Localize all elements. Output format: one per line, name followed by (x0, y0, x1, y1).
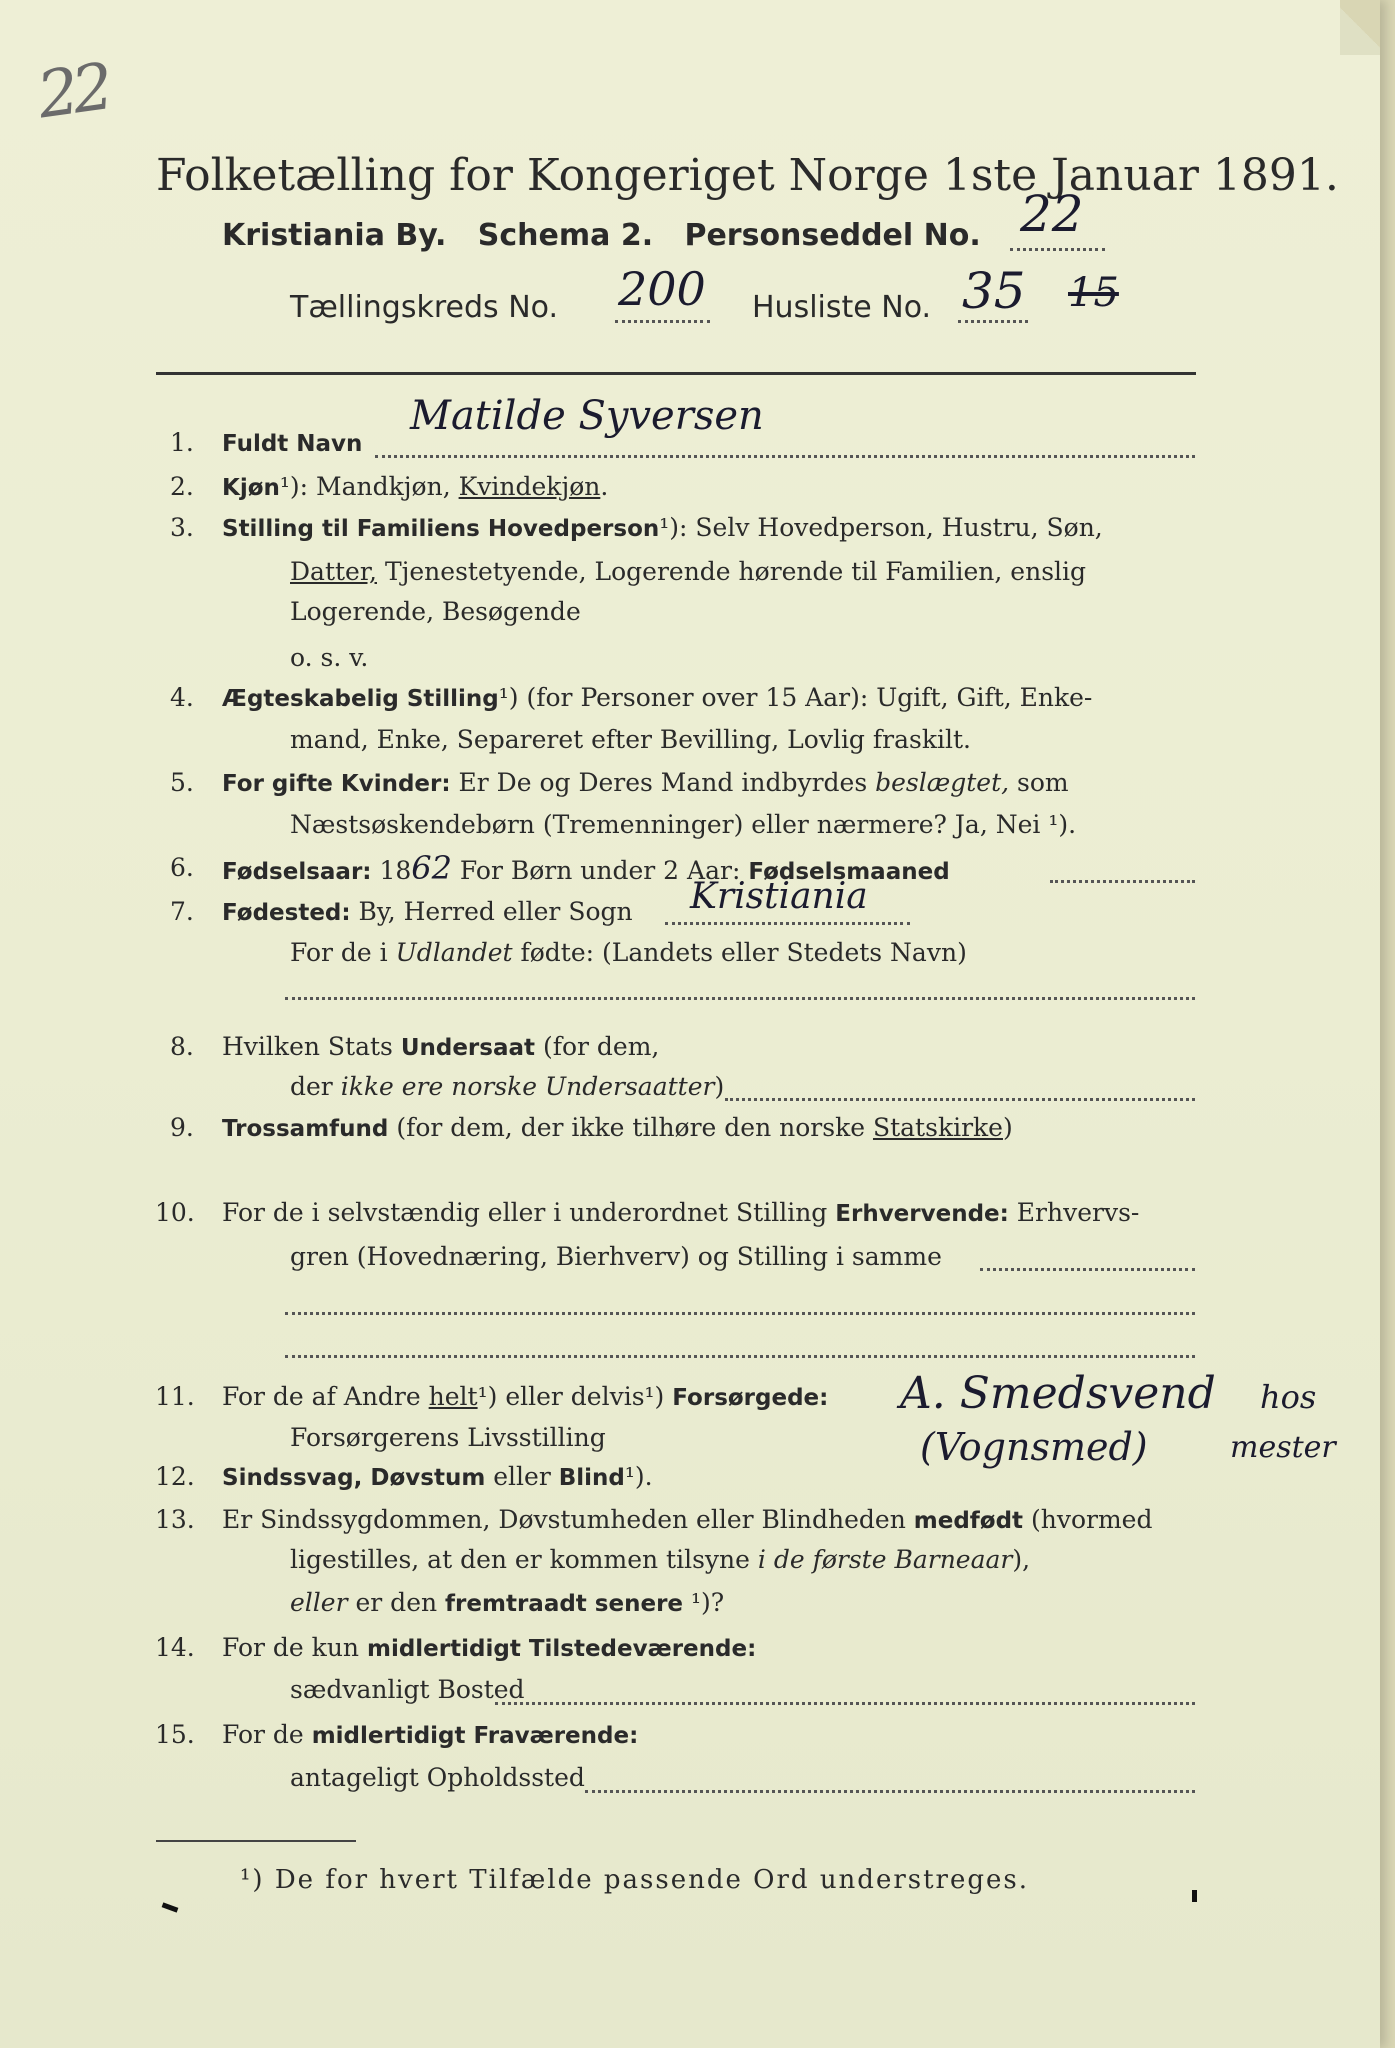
birthplace-answer: Kristiania (690, 876, 868, 917)
item-15-dots (585, 1790, 1195, 1793)
item-15-line-2: antageligt Opholdssted (290, 1763, 585, 1792)
schema-label: Schema 2. (477, 218, 654, 253)
kreds-dots (615, 320, 710, 323)
husliste-label: Husliste No. (752, 290, 932, 325)
item-number: 14. (155, 1633, 195, 1662)
item-number: 6. (170, 853, 194, 882)
folded-corner (1340, 0, 1380, 55)
item-number: 8. (170, 1032, 194, 1061)
item-3-line-4: o. s. v. (290, 643, 369, 672)
kreds-label: Tællingskreds No. (290, 290, 558, 325)
item-2: Kjøn¹): Mandkjøn, Kvindekjøn. (222, 472, 609, 501)
personseddel-value: 22 (1020, 185, 1084, 243)
husliste-dots (958, 320, 1028, 323)
item-number: 5. (170, 768, 194, 797)
item-14-dots (495, 1702, 1195, 1705)
item-3-line-3: Logerende, Besøgende (290, 597, 581, 626)
footnote-rule (156, 1840, 356, 1842)
item-13-line-1: Er Sindssygdommen, Døvstumheden eller Blindheden medfødt (hvormed (222, 1505, 1153, 1534)
item-5-line-1: For gifte Kvinder: Er De og Deres Mand indbyrdes beslægtet, som (222, 768, 1069, 797)
kreds-value: 200 (618, 262, 706, 316)
item-11-line-1: For de af Andre helt¹) eller delvis¹) Forsørgede: (222, 1382, 829, 1411)
item-number: 2. (170, 472, 194, 501)
item-number: 1. (170, 428, 194, 457)
item-number: 7. (170, 897, 194, 926)
city-label: Kristiania By. (222, 218, 447, 253)
husliste-value: 35 (962, 262, 1026, 320)
header-rule (156, 372, 1196, 375)
item-15-line-1: For de midlertidigt Fraværende: (222, 1720, 639, 1749)
item-number: 3. (170, 513, 194, 542)
item-number: 4. (170, 683, 194, 712)
item-7-line-1: Fødested: By, Herred eller Sogn (222, 897, 633, 926)
provider-answer: A. Smedsvend (900, 1368, 1216, 1419)
item-8-line-2: der ikke ere norske Undersaatter) (290, 1072, 725, 1101)
item-number: 15. (155, 1720, 195, 1749)
ink-mark (162, 1902, 179, 1912)
item-13-line-2: ligestilles, at den er kommen tilsyne i de første Barneaar), (290, 1545, 1031, 1574)
item-3-line-2: Datter, Tjenestetyende, Logerende hørende til Familien, enslig (290, 557, 1087, 586)
full-name-answer: Matilde Syversen (410, 393, 764, 439)
item-1-dots (375, 455, 1195, 458)
item-14-line-1: For de kun midlertidigt Tilstedeværende: (222, 1633, 757, 1662)
provider-answer-mester: mester (1230, 1430, 1336, 1465)
provider-answer-trade: (Vognsmed) (920, 1425, 1148, 1469)
item-10-line-1: For de i selvstændig eller i underordnet Stilling Erhvervende: Erhvervs- (222, 1198, 1140, 1227)
item-7-foreign-dots (285, 997, 1195, 1000)
item-11-line-2: Forsørgerens Livsstilling (290, 1423, 606, 1452)
item-number: 11. (155, 1382, 195, 1411)
item-13-line-3: eller er den fremtraadt senere ¹)? (290, 1588, 725, 1617)
personseddel-label: Personseddel No. (684, 218, 981, 253)
item-4-line-1: Ægteskabelig Stilling¹) (for Personer over 15 Aar): Ugift, Gift, Enke- (222, 683, 1093, 712)
item-number: 9. (170, 1113, 194, 1142)
item-10-dots-1 (980, 1268, 1195, 1271)
item-number: 10. (155, 1198, 195, 1227)
item-7-line-2: For de i Udlandet fødte: (Landets eller Stedets Navn) (290, 938, 967, 967)
item-4-line-2: mand, Enke, Separeret efter Bevilling, Lovlig fraskilt. (290, 725, 971, 754)
item-8-dots (725, 1098, 1195, 1101)
footnote: ¹) De for hvert Tilfælde passende Ord understreges. (240, 1865, 1030, 1895)
form-title: Folketælling for Kongeriget Norge 1ste Januar 1891. (156, 150, 1339, 201)
item-7-dots (665, 922, 910, 925)
item-6-dots (1050, 880, 1195, 883)
header-line-1 (222, 218, 981, 253)
item-10-line-2: gren (Hovednæring, Bierhverv) og Stilling i samme (290, 1242, 942, 1271)
item-14-line-2: sædvanligt Bosted (290, 1675, 525, 1704)
husliste-struck-value: 15 (1068, 270, 1119, 316)
item-number: 12. (155, 1462, 195, 1491)
item-8-line-1: Hvilken Stats Undersaat (for dem, (222, 1032, 660, 1061)
item-5-line-2: Næstsøskendebørn (Tremenninger) eller nærmere? Ja, Nei ¹). (290, 810, 1077, 839)
item-1-label: Fuldt Navn (222, 431, 363, 457)
item-9: Trossamfund (for dem, der ikke tilhøre den norske Statskirke) (222, 1113, 1013, 1142)
ink-mark (1192, 1890, 1197, 1902)
item-number: 13. (155, 1505, 195, 1534)
corner-page-number: 22 (33, 50, 113, 134)
provider-answer-hos: hos (1260, 1378, 1317, 1416)
personseddel-dots (1010, 248, 1105, 251)
item-12: Sindssvag, Døvstum eller Blind¹). (222, 1462, 653, 1491)
item-3-line-1: Stilling til Familiens Hovedperson¹): Selv Hovedperson, Hustru, Søn, (222, 513, 1103, 542)
item-10-dots-3 (285, 1355, 1195, 1358)
item-10-dots-2 (285, 1312, 1195, 1315)
item-6: Fødselsaar: 1862 For Børn under 2 Aar: Fødselsmaaned (222, 849, 950, 887)
